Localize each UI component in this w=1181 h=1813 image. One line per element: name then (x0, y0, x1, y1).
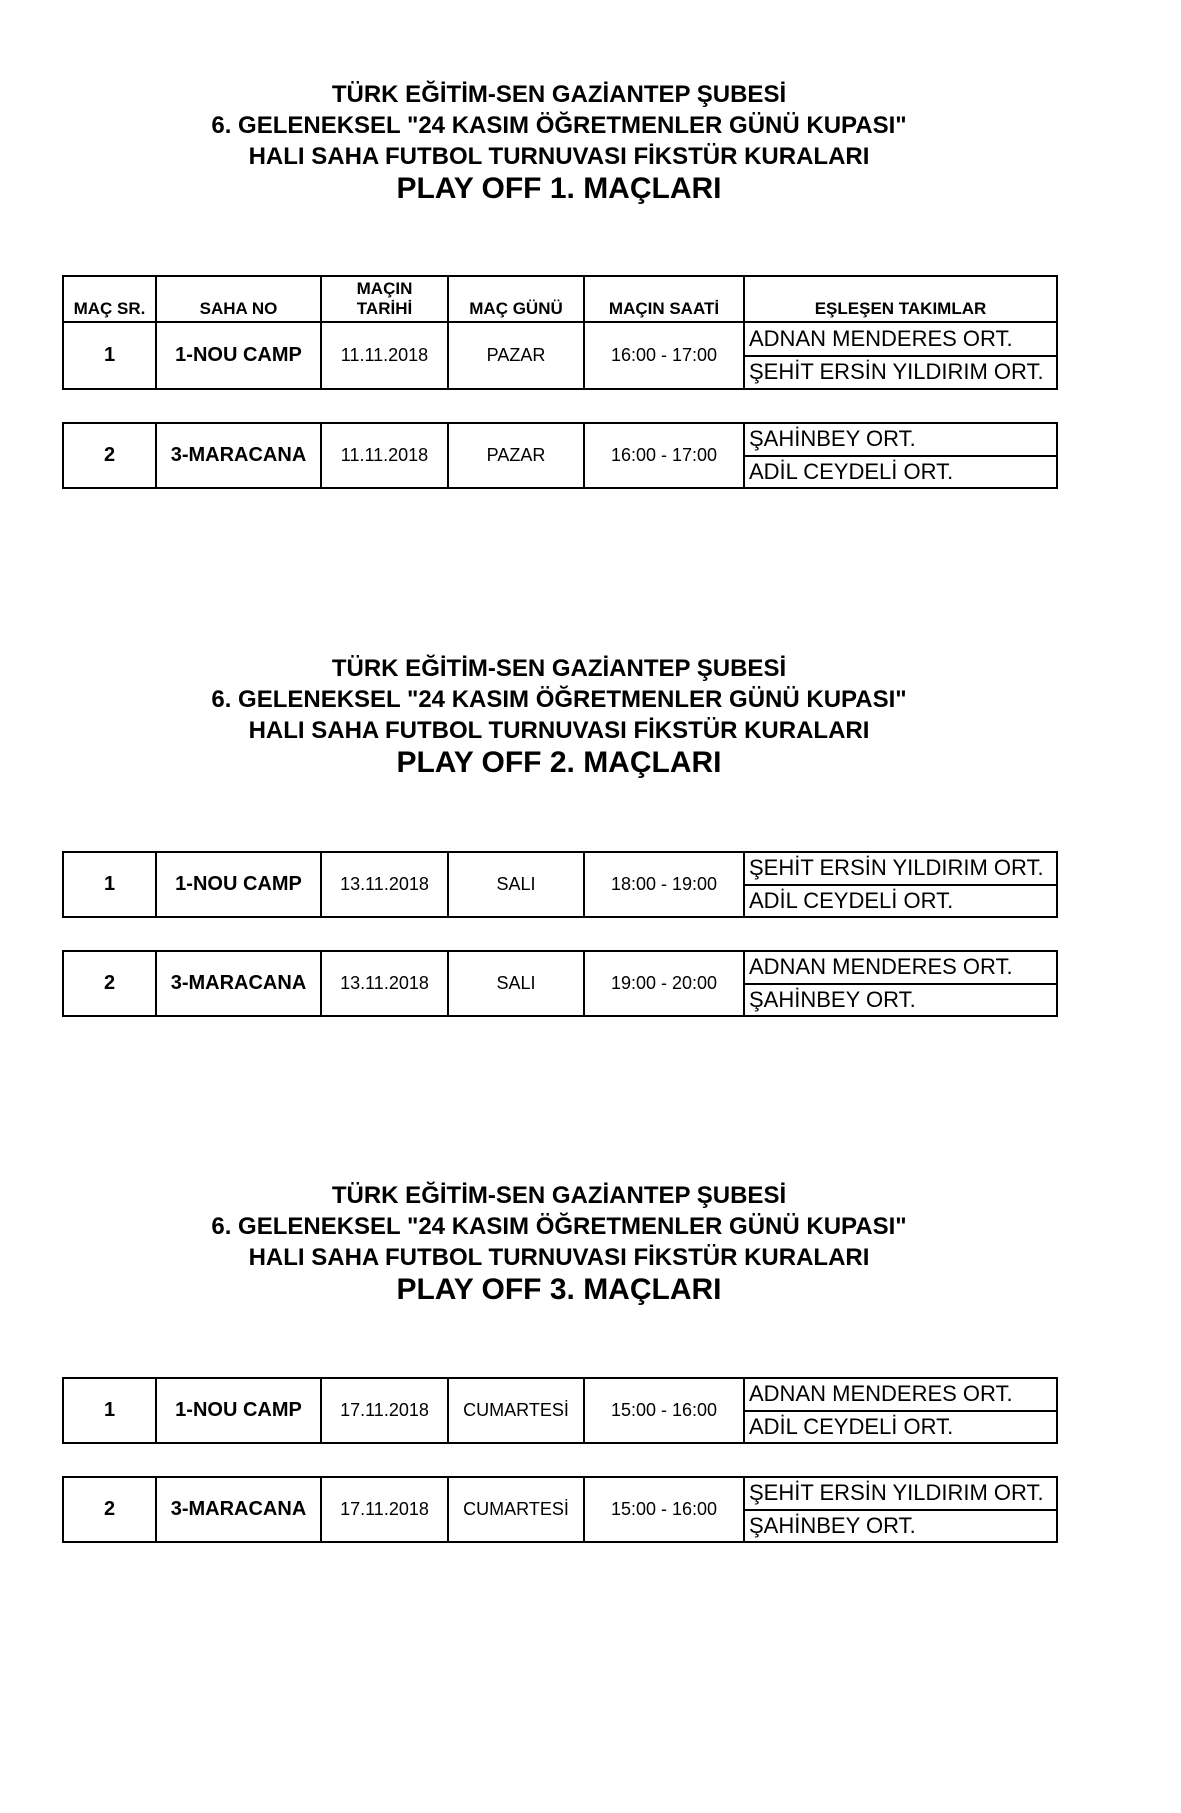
match-row (62, 422, 1058, 489)
match-no: 2 (64, 424, 157, 487)
match-date: 13.11.2018 (322, 952, 449, 1015)
heading-tournament: HALI SAHA FUTBOL TURNUVASI FİKSTÜR KURALARI (248, 1244, 870, 1271)
match-teams (745, 952, 1056, 1015)
match-date: 17.11.2018 (322, 1379, 449, 1442)
match-day: SALI (449, 853, 585, 916)
heading-org: TÜRK EĞİTİM-SEN GAZİANTEP ŞUBESİ (331, 81, 787, 108)
match-time: 15:00 - 16:00 (585, 1379, 745, 1442)
team-away: ŞEHİT ERSİN YILDIRIM ORT. (749, 359, 1044, 385)
col-header-no: MAÇ SR. (64, 277, 157, 321)
col-header-field: SAHA NO (157, 277, 322, 321)
match-date: 11.11.2018 (322, 424, 449, 487)
heading-cup: 6. GELENEKSEL "24 KASIM ÖĞRETMENLER GÜNÜ KUPASI" (211, 112, 907, 139)
match-day: PAZAR (449, 323, 585, 388)
round-1-heading (0, 79, 1118, 206)
match-teams (745, 853, 1056, 916)
match-day: PAZAR (449, 424, 585, 487)
round-title: PLAY OFF 1. MAÇLARI (396, 172, 722, 205)
team-home: ADNAN MENDERES ORT. (745, 323, 1056, 357)
team-away: ADİL CEYDELİ ORT. (749, 1413, 954, 1439)
match-day: SALI (449, 952, 585, 1015)
team-home: ŞAHİNBEY ORT. (745, 424, 1056, 457)
match-time: 16:00 - 17:00 (585, 424, 745, 487)
team-home: ADNAN MENDERES ORT. (745, 952, 1056, 985)
heading-tournament: HALI SAHA FUTBOL TURNUVASI FİKSTÜR KURALARI (248, 143, 870, 170)
match-no: 1 (64, 323, 157, 388)
team-home: ŞEHİT ERSİN YILDIRIM ORT. (745, 1478, 1056, 1511)
match-time: 16:00 - 17:00 (585, 323, 745, 388)
col-header-date: MAÇIN TARİHİ (322, 277, 449, 321)
heading-org: TÜRK EĞİTİM-SEN GAZİANTEP ŞUBESİ (331, 655, 787, 682)
match-date: 13.11.2018 (322, 853, 449, 916)
match-teams (745, 323, 1056, 388)
col-header-day: MAÇ GÜNÜ (449, 277, 585, 321)
team-away: ŞAHİNBEY ORT. (749, 1512, 916, 1538)
match-time: 18:00 - 19:00 (585, 853, 745, 916)
heading-cup: 6. GELENEKSEL "24 KASIM ÖĞRETMENLER GÜNÜ KUPASI" (211, 686, 907, 713)
team-away: ADİL CEYDELİ ORT. (749, 887, 954, 913)
match-time: 19:00 - 20:00 (585, 952, 745, 1015)
match-row (62, 323, 1058, 390)
match-teams (745, 1478, 1056, 1541)
heading-cup: 6. GELENEKSEL "24 KASIM ÖĞRETMENLER GÜNÜ KUPASI" (211, 1213, 907, 1240)
match-row (62, 851, 1058, 918)
match-day: CUMARTESİ (449, 1478, 585, 1541)
team-away: ŞAHİNBEY ORT. (749, 986, 916, 1012)
match-field: 3-MARACANA (157, 952, 322, 1015)
round-2-heading (0, 653, 1118, 780)
table-header (62, 275, 1058, 323)
match-field: 3-MARACANA (157, 1478, 322, 1541)
match-no: 1 (64, 853, 157, 916)
match-row (62, 1377, 1058, 1444)
match-date: 11.11.2018 (322, 323, 449, 388)
team-home: ŞEHİT ERSİN YILDIRIM ORT. (745, 853, 1056, 886)
match-field: 1-NOU CAMP (157, 323, 322, 388)
team-home: ADNAN MENDERES ORT. (745, 1379, 1056, 1412)
heading-org: TÜRK EĞİTİM-SEN GAZİANTEP ŞUBESİ (331, 1182, 787, 1209)
heading-tournament: HALI SAHA FUTBOL TURNUVASI FİKSTÜR KURALARI (248, 717, 870, 744)
team-away: ADİL CEYDELİ ORT. (749, 458, 954, 484)
col-header-time: MAÇIN SAATİ (585, 277, 745, 321)
match-row (62, 1476, 1058, 1543)
match-time: 15:00 - 16:00 (585, 1478, 745, 1541)
round-title: PLAY OFF 2. MAÇLARI (396, 746, 722, 779)
match-no: 2 (64, 1478, 157, 1541)
round-title: PLAY OFF 3. MAÇLARI (396, 1273, 722, 1306)
match-field: 1-NOU CAMP (157, 853, 322, 916)
match-no: 1 (64, 1379, 157, 1442)
match-teams (745, 424, 1056, 487)
match-field: 1-NOU CAMP (157, 1379, 322, 1442)
match-row (62, 950, 1058, 1017)
match-no: 2 (64, 952, 157, 1015)
col-header-teams: EŞLEŞEN TAKIMLAR (814, 299, 987, 318)
round-3-heading (0, 1180, 1118, 1307)
match-teams (745, 1379, 1056, 1442)
match-field: 3-MARACANA (157, 424, 322, 487)
match-day: CUMARTESİ (449, 1379, 585, 1442)
match-date: 17.11.2018 (322, 1478, 449, 1541)
